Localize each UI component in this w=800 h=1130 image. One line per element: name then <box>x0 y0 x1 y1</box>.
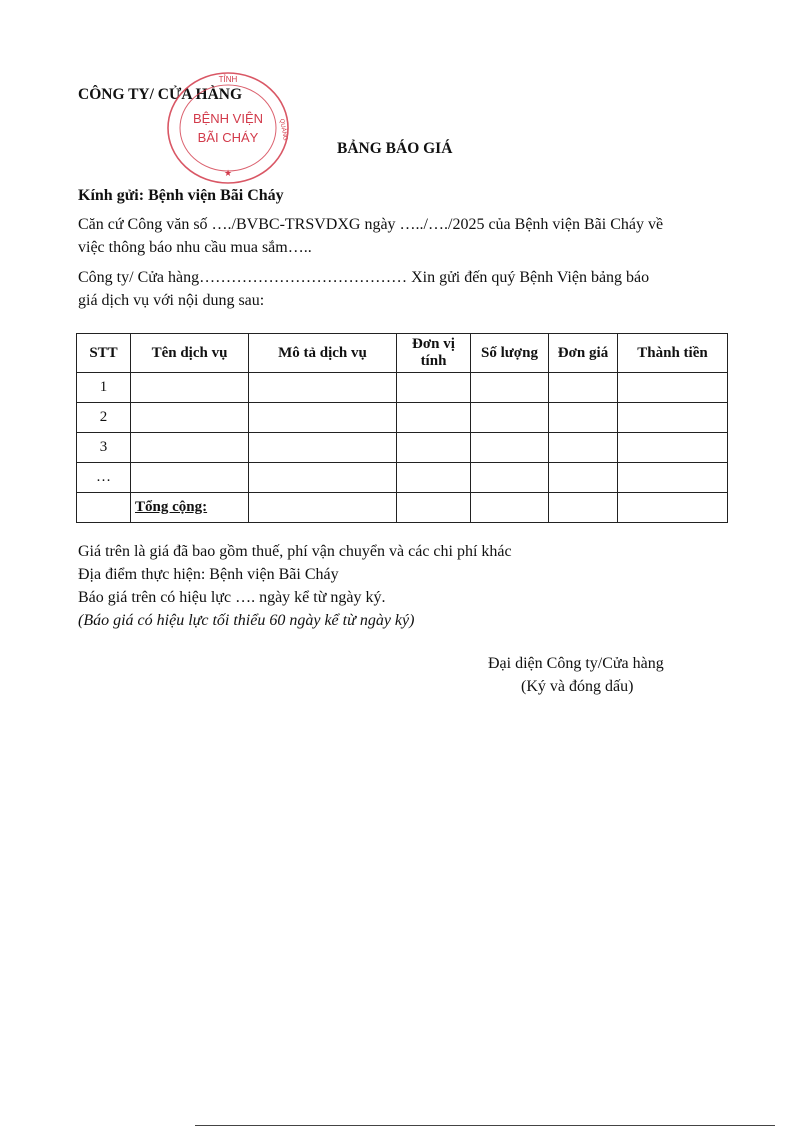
intro-line-4: giá dịch vụ với nội dung sau: <box>78 292 265 309</box>
header-unit-price: Đơn giá <box>549 334 618 373</box>
header-quantity: Số lượng <box>471 334 549 373</box>
table-row <box>77 433 728 463</box>
table-cell <box>249 463 397 493</box>
table-cell <box>397 433 471 463</box>
svg-text:★: ★ <box>223 168 233 178</box>
table-cell <box>131 433 249 463</box>
signature-title: Đại diện Công ty/Cửa hàng <box>488 655 664 672</box>
table-cell <box>549 433 618 463</box>
greeting: Kính gửi: Bệnh viện Bãi Cháy <box>78 187 284 204</box>
stamp-line-1: BỆNH VIỆN <box>192 111 264 126</box>
row-number: 1 <box>77 373 131 403</box>
table-cell <box>249 403 397 433</box>
total-label: Tổng cộng: <box>131 493 249 523</box>
document-title: BẢNG BÁO GIÁ <box>337 140 453 157</box>
table-cell <box>397 403 471 433</box>
header-amount: Thành tiền <box>618 334 728 373</box>
table-cell <box>618 493 728 523</box>
table-header-row <box>77 334 728 373</box>
table-cell <box>249 373 397 403</box>
header-service-name: Tên dịch vụ <box>131 334 249 373</box>
table-row <box>77 373 728 403</box>
table-cell <box>549 403 618 433</box>
intro-line-2: việc thông báo nhu cầu mua sắm….. <box>78 239 312 256</box>
table-cell <box>471 463 549 493</box>
signature-note: (Ký và đóng dấu) <box>521 678 634 695</box>
footer-line-4: (Báo giá có hiệu lực tối thiểu 60 ngày kể từ ngày ký) <box>78 612 415 629</box>
table-cell <box>549 463 618 493</box>
table-cell <box>549 373 618 403</box>
table-cell <box>618 373 728 403</box>
table-cell <box>131 463 249 493</box>
quote-table <box>76 333 728 523</box>
table-cell <box>397 373 471 403</box>
table-cell <box>618 403 728 433</box>
header-unit: Đơn vị tính <box>397 334 471 373</box>
table-cell <box>249 493 397 523</box>
hospital-stamp <box>162 68 294 188</box>
table-cell <box>618 463 728 493</box>
row-number: 3 <box>77 433 131 463</box>
table-cell <box>549 493 618 523</box>
company-label: CÔNG TY/ CỬA HÀNG <box>78 86 243 103</box>
header-service-description: Mô tả dịch vụ <box>249 334 397 373</box>
footer-line-1: Giá trên là giá đã bao gồm thuế, phí vận chuyển và các chi phí khác <box>78 543 512 560</box>
table-cell <box>397 493 471 523</box>
table-total-row <box>77 493 728 523</box>
intro-line-3: Công ty/ Cửa hàng………………………………… Xin gửi đến quý Bệnh Viện bảng báo <box>78 269 650 286</box>
row-number: … <box>77 463 131 493</box>
footer-line-2: Địa điểm thực hiện: Bệnh viện Bãi Cháy <box>78 566 339 583</box>
footer-line-3: Báo giá trên có hiệu lực …. ngày kể từ ngày ký. <box>78 589 386 606</box>
stamp-side-text: QUẢNG <box>278 118 288 142</box>
table-cell <box>471 493 549 523</box>
table-row <box>77 403 728 433</box>
table-cell <box>131 373 249 403</box>
table-cell <box>249 433 397 463</box>
stamp-line-2: BÃI CHÁY <box>197 130 259 145</box>
table-cell <box>618 433 728 463</box>
table-cell <box>397 463 471 493</box>
table-cell <box>77 493 131 523</box>
intro-line-1: Căn cứ Công văn số …./BVBC-TRSVDXG ngày …../…./2025 của Bệnh viện Bãi Cháy về <box>78 216 664 233</box>
table-row <box>77 463 728 493</box>
header-stt: STT <box>77 334 131 373</box>
table-cell <box>471 373 549 403</box>
stamp-top-text: TỈNH <box>218 75 238 84</box>
bottom-rule <box>195 1125 775 1126</box>
table-cell <box>131 403 249 433</box>
table-cell <box>471 403 549 433</box>
row-number: 2 <box>77 403 131 433</box>
table-cell <box>471 433 549 463</box>
